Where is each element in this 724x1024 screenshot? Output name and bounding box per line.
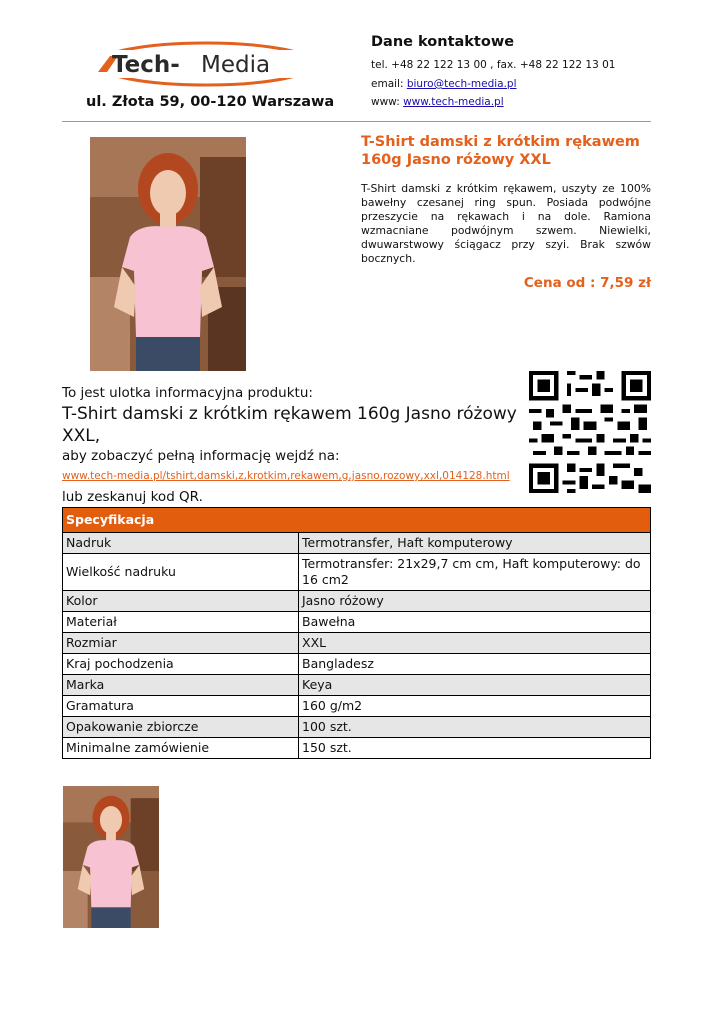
company-address: ul. Złota 59, 00-120 Warszawa [86,94,335,110]
spec-key: Opakowanie zbiorcze [63,717,299,738]
product-url-link[interactable]: www.tech-media.pl/tshirt,damski,z,krotkim,rekawem,g,jasno,rozowy,xxl,014128.html [62,470,510,482]
spec-key: Kolor [63,591,299,612]
spec-row [63,675,651,696]
spec-row [63,738,651,759]
spec-key: Rozmiar [63,633,299,654]
product-photo [90,137,246,371]
spec-row [63,633,651,654]
spec-row [63,654,651,675]
product-photo-small [63,786,159,928]
spec-value: 100 szt. [299,717,651,738]
spec-value: XXL [299,633,651,654]
email-link[interactable]: biuro@tech-media.pl [406,78,517,90]
phone-fax-line: tel. +48 22 122 13 00 , fax. +48 22 122 13 01 [371,59,616,71]
www-line [371,96,504,108]
leaflet-intro: To jest ulotka informacyjna produktu: [62,385,313,401]
spec-key: Nadruk [63,533,299,554]
product-title: T-Shirt damski z krótkim rękawem 160g Jasno różowy XXL [361,134,640,168]
spec-row [63,696,651,717]
spec-value: Jasno różowy [299,591,651,612]
spec-row [63,612,651,633]
product-price: Cena od : 7,59 zł [523,275,651,291]
spec-key: Gramatura [63,696,299,717]
spec-value: 160 g/m2 [299,696,651,717]
specification-table [62,507,651,759]
email-label: email: [371,78,407,90]
spec-key: Marka [63,675,299,696]
leaflet-scan-text: lub zeskanuj kod QR. [62,489,203,505]
logo-text-media: Media [201,52,271,78]
spec-row [63,533,651,554]
header-divider [62,121,651,122]
spec-key: Materiał [63,612,299,633]
www-label: www: [371,96,404,108]
email-line [371,78,517,90]
spec-value: Bangladesz [299,654,651,675]
spec-row [63,591,651,612]
spec-header: Specyfikacja [63,508,651,533]
spec-value: Termotransfer: 21x29,7 cm cm, Haft komputerowy: do 16 cm2 [299,554,651,591]
tech-media-logo [94,40,318,88]
spec-value: Termotransfer, Haft komputerowy [299,533,651,554]
spec-header-row [63,508,651,533]
qr-code [529,371,651,493]
logo-text-tech: Tech- [112,52,180,78]
spec-value: Bawełna [299,612,651,633]
spec-row [63,717,651,738]
spec-value: Keya [299,675,651,696]
www-link[interactable]: www.tech-media.pl [403,96,504,108]
spec-row [63,554,651,591]
spec-key: Minimalne zamówienie [63,738,299,759]
spec-value: 150 szt. [299,738,651,759]
spec-key: Kraj pochodzenia [63,654,299,675]
leaflet-visit-text: aby zobaczyć pełną informację wejdź na: [62,448,340,464]
contact-title: Dane kontaktowe [371,34,515,50]
product-description: T-Shirt damski z krótkim rękawem, uszyty ze 100% bawełny czesanej ring spun. Posiada podwójne przeszycie na rękawach i na dole. Ramiona wzmacniane podwójnym szwem. Niewielki, dwuwarstwowy ściągacz przy szyi. Brak szwów bocznych. [361,182,651,265]
spec-key: Wielkość nadruku [63,554,299,591]
leaflet-product-name: T-Shirt damski z krótkim rękawem 160g Jasno różowy XXL, [62,404,517,446]
